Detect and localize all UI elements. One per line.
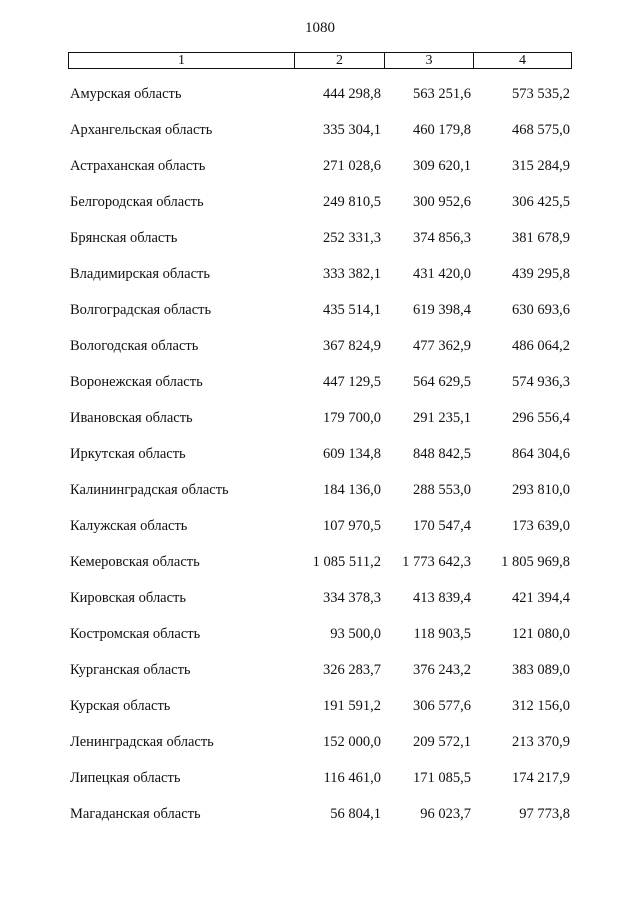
value-col-3: 288 553,0	[413, 482, 471, 498]
value-col-3: 563 251,6	[413, 86, 471, 102]
region-name: Липецкая область	[70, 770, 181, 786]
value-col-4: 121 080,0	[512, 626, 570, 642]
value-col-4: 296 556,4	[512, 410, 570, 426]
value-col-4: 315 284,9	[512, 158, 570, 174]
header-col-1: 1	[69, 53, 295, 68]
value-col-2: 179 700,0	[323, 410, 381, 426]
value-col-4: 306 425,5	[512, 194, 570, 210]
table-row	[0, 732, 640, 752]
table-row	[0, 372, 640, 392]
value-col-2: 271 028,6	[323, 158, 381, 174]
value-col-3: 374 856,3	[413, 230, 471, 246]
value-col-2: 334 378,3	[323, 590, 381, 606]
table-row	[0, 120, 640, 140]
value-col-2: 191 591,2	[323, 698, 381, 714]
region-name: Магаданская область	[70, 806, 201, 822]
value-col-3: 376 243,2	[413, 662, 471, 678]
value-col-3: 431 420,0	[413, 266, 471, 282]
region-name: Калужская область	[70, 518, 188, 534]
table-row	[0, 660, 640, 680]
value-col-2: 435 514,1	[323, 302, 381, 318]
region-name: Костромская область	[70, 626, 201, 642]
header-col-3: 3	[385, 53, 474, 68]
table-row	[0, 516, 640, 536]
value-col-4: 573 535,2	[512, 86, 570, 102]
value-col-2: 335 304,1	[323, 122, 381, 138]
table-row	[0, 408, 640, 428]
region-name: Кемеровская область	[70, 554, 200, 570]
table-row	[0, 588, 640, 608]
value-col-4: 213 370,9	[512, 734, 570, 750]
table-row	[0, 192, 640, 212]
region-name: Белгородская область	[70, 194, 204, 210]
table-row	[0, 156, 640, 176]
value-col-2: 152 000,0	[323, 734, 381, 750]
value-col-2: 367 824,9	[323, 338, 381, 354]
region-name: Волгоградская область	[70, 302, 212, 318]
table-row	[0, 300, 640, 320]
table-row	[0, 624, 640, 644]
value-col-4: 1 805 969,8	[501, 554, 570, 570]
value-col-3: 1 773 642,3	[402, 554, 471, 570]
value-col-3: 118 903,5	[413, 626, 471, 642]
value-col-2: 249 810,5	[323, 194, 381, 210]
value-col-2: 93 500,0	[330, 626, 381, 642]
value-col-4: 574 936,3	[512, 374, 570, 390]
value-col-2: 107 970,5	[323, 518, 381, 534]
value-col-3: 291 235,1	[413, 410, 471, 426]
value-col-2: 56 804,1	[330, 806, 381, 822]
table-row	[0, 228, 640, 248]
region-name: Кировская область	[70, 590, 187, 606]
table-row	[0, 264, 640, 284]
region-name: Курганская область	[70, 662, 191, 678]
page-number: 1080	[305, 20, 335, 36]
value-col-4: 174 217,9	[512, 770, 570, 786]
value-col-3: 619 398,4	[413, 302, 471, 318]
value-col-3: 413 839,4	[413, 590, 471, 606]
value-col-3: 309 620,1	[413, 158, 471, 174]
value-col-4: 97 773,8	[519, 806, 570, 822]
value-col-2: 1 085 511,2	[312, 554, 381, 570]
table-row	[0, 84, 640, 104]
region-name: Иркутская область	[70, 446, 186, 462]
value-col-3: 96 023,7	[420, 806, 471, 822]
header-col-4: 4	[519, 53, 526, 68]
table-row	[0, 696, 640, 716]
region-name: Калининградская область	[70, 482, 229, 498]
value-col-4: 312 156,0	[512, 698, 570, 714]
value-col-2: 184 136,0	[323, 482, 381, 498]
value-col-2: 333 382,1	[323, 266, 381, 282]
value-col-4: 173 639,0	[512, 518, 570, 534]
table-row	[0, 552, 640, 572]
region-name: Астраханская область	[70, 158, 206, 174]
value-col-4: 439 295,8	[512, 266, 570, 282]
value-col-2: 609 134,8	[323, 446, 381, 462]
region-name: Владимирская область	[70, 266, 210, 282]
value-col-4: 864 304,6	[512, 446, 570, 462]
value-col-4: 421 394,4	[512, 590, 570, 606]
value-col-2: 252 331,3	[323, 230, 381, 246]
value-col-2: 447 129,5	[323, 374, 381, 390]
table-row	[0, 480, 640, 500]
value-col-2: 444 298,8	[323, 86, 381, 102]
region-name: Ленинградская область	[70, 734, 214, 750]
table-row	[0, 336, 640, 356]
value-col-4: 486 064,2	[512, 338, 570, 354]
value-col-3: 306 577,6	[413, 698, 471, 714]
value-col-4: 381 678,9	[512, 230, 570, 246]
value-col-3: 300 952,6	[413, 194, 471, 210]
value-col-3: 564 629,5	[413, 374, 471, 390]
value-col-4: 383 089,0	[512, 662, 570, 678]
value-col-2: 116 461,0	[323, 770, 381, 786]
value-col-4: 468 575,0	[512, 122, 570, 138]
value-col-3: 209 572,1	[413, 734, 471, 750]
region-name: Воронежская область	[70, 374, 203, 390]
region-name: Ивановская область	[70, 410, 193, 426]
table-row	[0, 444, 640, 464]
value-col-3: 477 362,9	[413, 338, 471, 354]
region-name: Брянская область	[70, 230, 178, 246]
value-col-4: 293 810,0	[512, 482, 570, 498]
table-row	[0, 804, 640, 824]
region-name: Амурская область	[70, 86, 182, 102]
value-col-3: 171 085,5	[413, 770, 471, 786]
value-col-4: 630 693,6	[512, 302, 570, 318]
value-col-3: 170 547,4	[413, 518, 471, 534]
value-col-2: 326 283,7	[323, 662, 381, 678]
value-col-3: 848 842,5	[413, 446, 471, 462]
header-col-2: 2	[295, 53, 385, 68]
table-row	[0, 768, 640, 788]
region-name: Курская область	[70, 698, 171, 714]
region-name: Архангельская область	[70, 122, 213, 138]
region-name: Вологодская область	[70, 338, 199, 354]
value-col-3: 460 179,8	[413, 122, 471, 138]
